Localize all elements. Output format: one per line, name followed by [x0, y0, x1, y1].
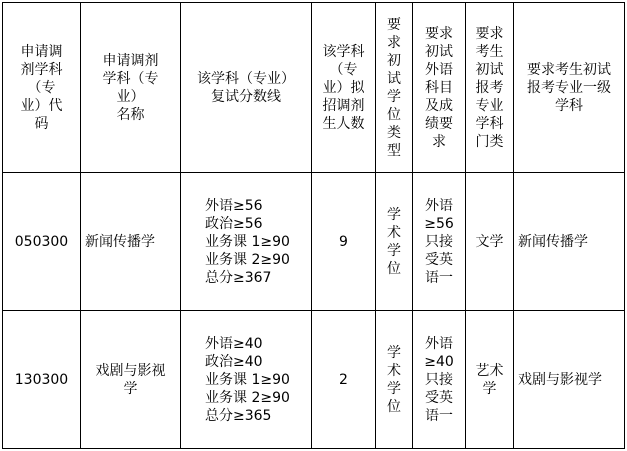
cell-line: 位 — [387, 398, 401, 415]
quota-text: 2 — [339, 371, 348, 388]
cell-line: 外语≥56 — [205, 197, 263, 214]
cell-line: 术 — [387, 224, 401, 241]
cell-line: 新闻传播学 — [518, 233, 588, 250]
cell-line: 术 — [387, 362, 401, 379]
degree-text — [378, 206, 410, 278]
header-line: 专业 — [475, 97, 504, 114]
header-line: 学 — [387, 88, 401, 105]
cell-line: 政治≥56 — [205, 215, 263, 232]
cell-line: 外语 — [425, 197, 453, 214]
cell-line: 业务课 2≥90 — [205, 389, 290, 406]
cell-line: 只接 — [425, 371, 453, 388]
header-line: 门类 — [475, 133, 504, 150]
header-name — [81, 3, 181, 173]
header-line: 学科 — [475, 115, 504, 132]
cell-line: 总分≥365 — [205, 407, 272, 424]
header-line: 报考 — [475, 79, 504, 96]
header-degree-type-text — [378, 16, 410, 160]
cell-line: 总分≥367 — [205, 269, 272, 286]
header-category-text — [468, 25, 511, 151]
header-line: 及成 — [425, 97, 453, 114]
header-language-req-text — [415, 25, 463, 151]
header-quota-text — [316, 43, 371, 133]
cell-line: ≥56 — [424, 215, 454, 232]
header-name-text — [85, 52, 176, 124]
cell-line: 学 — [387, 380, 401, 397]
cell-category — [466, 173, 514, 311]
header-line: 初试 — [475, 61, 504, 78]
cell-line: 艺术 — [475, 362, 504, 379]
cell-line: 受英 — [425, 389, 453, 406]
cell-quota — [312, 311, 376, 449]
cell-discipline — [514, 173, 625, 311]
header-line: 要 — [387, 16, 401, 33]
header-line: 学科（专 — [102, 70, 159, 87]
header-line: 申请调 — [20, 43, 63, 60]
cell-line: 业务课 2≥90 — [205, 251, 290, 268]
header-line: （专 — [329, 61, 358, 78]
cell-line: 位 — [387, 260, 401, 277]
header-line: 试 — [387, 70, 401, 87]
cell-line: 业务课 1≥90 — [205, 371, 290, 388]
cell-language — [413, 311, 466, 449]
header-line: 初试 — [425, 43, 453, 60]
category-text — [468, 362, 511, 398]
header-line: 求 — [387, 34, 401, 51]
adjustment-table — [2, 2, 625, 449]
header-degree-type — [376, 3, 413, 173]
cell-code — [3, 173, 81, 311]
header-score-line-text — [185, 70, 307, 106]
table-row — [3, 173, 625, 311]
header-line: 业）拟 — [322, 79, 365, 96]
header-line: 申请调剂 — [102, 52, 159, 69]
discipline-text — [518, 233, 620, 251]
degree-text — [378, 344, 410, 416]
header-line: 名称 — [116, 106, 145, 123]
header-line: 型 — [387, 142, 401, 159]
table-row — [3, 311, 625, 449]
scores-text — [205, 197, 307, 287]
header-quota — [312, 3, 376, 173]
header-score-line — [181, 3, 312, 173]
cell-discipline — [514, 311, 625, 449]
cell-name — [81, 173, 181, 311]
header-line: 类 — [387, 124, 401, 141]
header-line: 业）代 — [20, 97, 63, 114]
header-line: 求 — [432, 133, 446, 150]
cell-line: 政治≥40 — [205, 353, 263, 370]
header-line: 要求 — [475, 25, 504, 42]
cell-line: 受英 — [425, 251, 453, 268]
cell-line: 新闻传播学 — [85, 233, 155, 250]
name-text — [85, 362, 176, 398]
header-line: 码 — [34, 115, 49, 132]
cell-quota — [312, 173, 376, 311]
header-line: 外语 — [425, 61, 453, 78]
cell-line: 学 — [482, 380, 497, 397]
code-text: 130300 — [14, 371, 69, 388]
code-text: 050300 — [14, 233, 69, 250]
header-line: 生人数 — [322, 115, 365, 132]
language-text — [415, 197, 463, 287]
cell-line: 语一 — [425, 407, 453, 424]
scores-text — [205, 335, 307, 425]
header-code — [3, 3, 81, 173]
cell-scores — [181, 311, 312, 449]
header-line: 科目 — [425, 79, 453, 96]
header-line: （专 — [27, 79, 56, 96]
header-line: 考生 — [475, 43, 504, 60]
header-line: 绩要 — [425, 115, 453, 132]
header-line: 该学科 — [322, 43, 365, 60]
header-line: 业） — [116, 88, 145, 105]
header-code-text — [7, 43, 76, 133]
cell-scores — [181, 173, 312, 311]
cell-line: 文学 — [475, 233, 504, 250]
cell-line: 学 — [123, 380, 138, 397]
cell-line: 外语≥40 — [205, 335, 263, 352]
header-line: 要求考生初试 — [527, 61, 611, 78]
header-line: 报考专业一级 — [527, 79, 611, 96]
language-text — [415, 335, 463, 425]
quota-text: 9 — [339, 233, 348, 250]
cell-line: 语一 — [425, 269, 453, 286]
cell-code — [3, 311, 81, 449]
header-line: 复试分数线 — [211, 88, 281, 105]
cell-language — [413, 173, 466, 311]
cell-line: 学 — [387, 344, 401, 361]
header-category — [466, 3, 514, 173]
header-line: 初 — [387, 52, 401, 69]
header-language-req — [413, 3, 466, 173]
header-line: 剂学科 — [20, 61, 63, 78]
discipline-text — [518, 371, 620, 389]
cell-line: 只接 — [425, 233, 453, 250]
cell-category — [466, 311, 514, 449]
cell-line: 学 — [387, 206, 401, 223]
name-text — [85, 233, 176, 251]
cell-line: 外语 — [425, 335, 453, 352]
header-line: 要求 — [425, 25, 453, 42]
header-discipline-text — [518, 61, 620, 115]
cell-line: ≥40 — [424, 353, 454, 370]
header-line: 位 — [387, 106, 401, 123]
cell-degree — [376, 173, 413, 311]
header-line: 学科 — [555, 97, 583, 114]
cell-degree — [376, 311, 413, 449]
cell-name — [81, 311, 181, 449]
header-line: 该学科（专业） — [197, 70, 295, 87]
category-text — [468, 233, 511, 251]
cell-line: 业务课 1≥90 — [205, 233, 290, 250]
cell-line: 戏剧与影视学 — [518, 371, 602, 388]
header-row — [3, 3, 625, 173]
header-line: 招调剂 — [322, 97, 365, 114]
cell-line: 学 — [387, 242, 401, 259]
cell-line: 戏剧与影视 — [95, 362, 166, 379]
header-discipline — [514, 3, 625, 173]
